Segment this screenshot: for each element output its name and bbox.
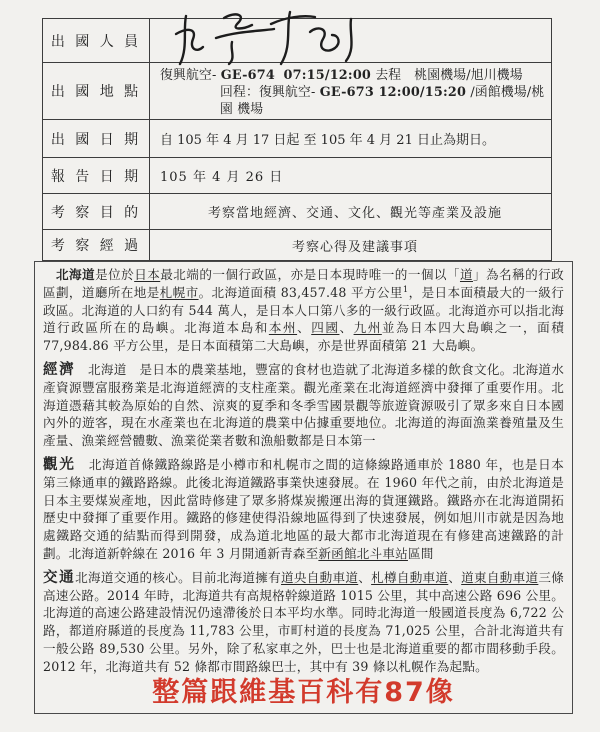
return-flight: 回程：復興航空- GE-673 12:00/15:20 /函館機場/桃園 機場 <box>220 85 545 117</box>
process-value: 考察心得及建議事項 <box>150 230 552 261</box>
row-label-purpose: 考 察 目 的 <box>43 194 150 230</box>
table-row <box>43 230 552 261</box>
trip-dates-value: 自 105 年 4 月 17 日起 至 105 年 4 月 21 日止為期日。 <box>150 120 552 158</box>
destination-cell <box>150 63 552 120</box>
table-row <box>43 19 552 63</box>
paragraph-overview: 北海道是位於日本最北端的一個行政區，亦是日本現時唯一的一個以「道」為名稱的行政區劃，道廳所在地是札幌市。北海道面積 83,457.48 平方公里$^1$，是日本面積最大的一級行政區。北海道的人口約有 544 萬人，是日本人口第八多的一級行政區。北海道亦可以指北海道行政區所在的島嶼。北海道本島和本州、四國、九州並為日本四大島嶼之一，面積 77,984.86 平方公里，是日本面積第二大島嶼，亦是世界面積第 21 大島嶼。 <box>43 267 564 354</box>
row-label-trip-dates: 出 國 日 期 <box>43 120 150 158</box>
row-label-personnel: 出 國 人 員 <box>43 19 150 63</box>
table-row <box>43 158 552 194</box>
paragraph-tourism: 觀光 北海道首條鐵路線路是小樽市和札幌市之間的這條線路通車於 1880 年，也是日本第三條通車的鐵路路線。此後北海道鐵路事業快速發展。在 1960 年代之前，由於北海道是日本主要煤炭產地，因此當時修建了眾多將煤炭搬運出海的貨運鐵路。鐵路亦在北海道開拓歷史中發揮了重要作用。鐵路的修建使得沿線地區得到了快速發展，例如旭川市就是因為地處鐵路交通的結點而得到開發，成為道北地區的最大都市北海道現在有修建高速鐵路的計劃。北海道新幹線在 2016 年 3 月開通新青森至新函館北斗車站區間 <box>43 455 565 561</box>
report-body <box>34 261 573 714</box>
table-row <box>43 194 552 230</box>
trip-info-table <box>42 18 552 261</box>
handwritten-signature <box>170 6 400 68</box>
table-row <box>43 120 552 158</box>
purpose-value: 考察當地經濟、交通、文化、觀光等產業及設施 <box>150 194 552 230</box>
table-row <box>43 63 552 120</box>
row-label-process: 考 察 經 過 <box>43 230 150 261</box>
row-label-report-date: 報 告 日 期 <box>43 158 150 194</box>
row-label-destination: 出 國 地 點 <box>43 63 150 120</box>
paragraph-economy: 經濟 北海道 是日本的農業基地，豐富的食材也造就了北海道多樣的飲食文化。北海道水產資源豐富服務業是北海道經濟的支柱產業。觀光產業在北海道經濟中發揮了重要作用。北海道憑藉其較為原始的自然、涼爽的夏季和冬季雪國景觀等旅遊資源吸引了眾多來自日本國內外的遊客，現在水產業也在北海道的農業中佔據重要地位。北海道的海面漁業養殖量及生產量、漁業經營體數、漁業從業者數和漁船數都是日本第一 <box>43 360 565 449</box>
paragraph-transport: 交通北海道交通的核心。目前北海道擁有道央自動車道、札樽自動車道、道東自動車道三條高速公路。2014 年時，北海道共有高規格幹線道路 1015 公里，其中高速公路 696 公里。北海道的高速公路建設情況仍遠滯後於日本平均水準。同時北海道一般國道長度為 6,722 公路，都道府縣道的長度為 11,783 公里，市町村道的長度為 71,025 公里，合計北海道共有一般公路 89,530 公里。另外，除了私家車之外，巴士也是北海道重要的都市間移動手段。2012 年，北海道共有 52 條都市間路線巴士，其中有 39 條以札幌作為起點。 <box>43 568 565 674</box>
outbound-flight: 復興航空- GE-674 07:15/12:00 去程 桃園機場/旭川機場 <box>160 68 523 83</box>
report-date-value: 105 年 4 月 26 日 <box>150 158 552 194</box>
plagiarism-note: 整篇跟維基百科有87像 <box>152 677 455 708</box>
signature-cell <box>150 19 552 63</box>
